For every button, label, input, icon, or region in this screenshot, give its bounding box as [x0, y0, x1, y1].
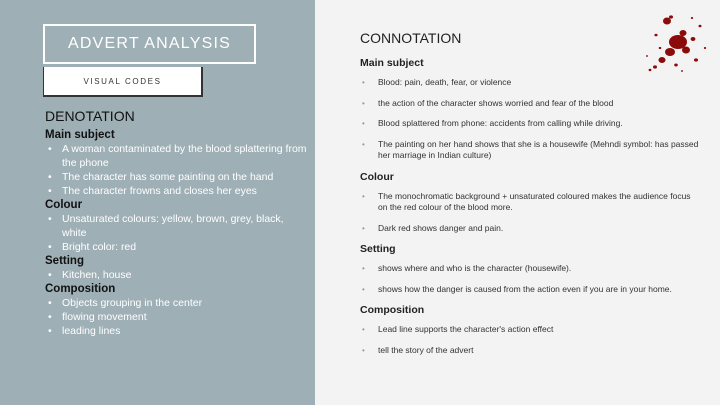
list-item: • Bright color: red — [45, 240, 307, 254]
list-item: • tell the story of the advert — [360, 345, 700, 357]
connotation-composition-heading: Composition — [360, 304, 425, 316]
slide-subtitle: VISUAL CODES — [43, 67, 203, 97]
connotation-column — [360, 30, 700, 365]
list-item: • the action of the character shows worried and fear of the blood — [360, 98, 700, 110]
denotation-column — [45, 108, 307, 338]
denotation-main-subject-list — [45, 142, 307, 198]
denotation-composition-heading: Composition — [45, 283, 116, 295]
denotation-heading: DENOTATION — [45, 108, 135, 124]
connotation-heading: CONNOTATION — [360, 30, 462, 46]
list-item: • Kitchen, house — [45, 268, 307, 282]
denotation-colour-list — [45, 212, 307, 254]
denotation-composition-list — [45, 296, 307, 338]
list-item: • The painting on her hand shows that she is a housewife (Mehndi symbol: has passed her marriage in Indian culture) — [360, 139, 700, 162]
list-item: • leading lines — [45, 324, 307, 338]
connotation-composition-list — [360, 324, 700, 356]
connotation-setting-list — [360, 263, 700, 295]
list-item: • The character frowns and closes her eyes — [45, 184, 307, 198]
list-item: • Objects grouping in the center — [45, 296, 307, 310]
list-item: • Dark red shows danger and pain. — [360, 223, 700, 235]
list-item: • A woman contaminated by the blood splattering from the phone — [45, 142, 307, 170]
list-item: • shows where and who is the character (housewife). — [360, 263, 700, 275]
list-item: • flowing movement — [45, 310, 307, 324]
list-item: • Unsaturated colours: yellow, brown, grey, black, white — [45, 212, 307, 240]
connotation-main-subject-list — [360, 77, 700, 162]
denotation-colour-heading: Colour — [45, 199, 83, 211]
connotation-setting-heading: Setting — [360, 243, 396, 255]
slide-title: ADVERT ANALYSIS — [43, 24, 256, 64]
list-item: • The monochromatic background + unsaturated coloured makes the audience focus on the red colour of the blood more. — [360, 191, 700, 214]
list-item: • The character has some painting on the hand — [45, 170, 307, 184]
connotation-main-subject-heading: Main subject — [360, 57, 424, 69]
list-item: • shows how the danger is caused from the action even if you are in your home. — [360, 284, 700, 296]
list-item: • Blood: pain, death, fear, or violence — [360, 77, 700, 89]
blood-splatter-icon — [620, 8, 712, 76]
connotation-colour-heading: Colour — [360, 170, 394, 183]
denotation-setting-list — [45, 268, 307, 282]
connotation-colour-list — [360, 191, 700, 235]
denotation-setting-heading: Setting — [45, 255, 84, 267]
list-item: • Blood splattered from phone: accidents from calling while driving. — [360, 118, 700, 130]
denotation-main-subject-heading: Main subject — [45, 129, 115, 141]
list-item: • Lead line supports the character's action effect — [360, 324, 700, 336]
